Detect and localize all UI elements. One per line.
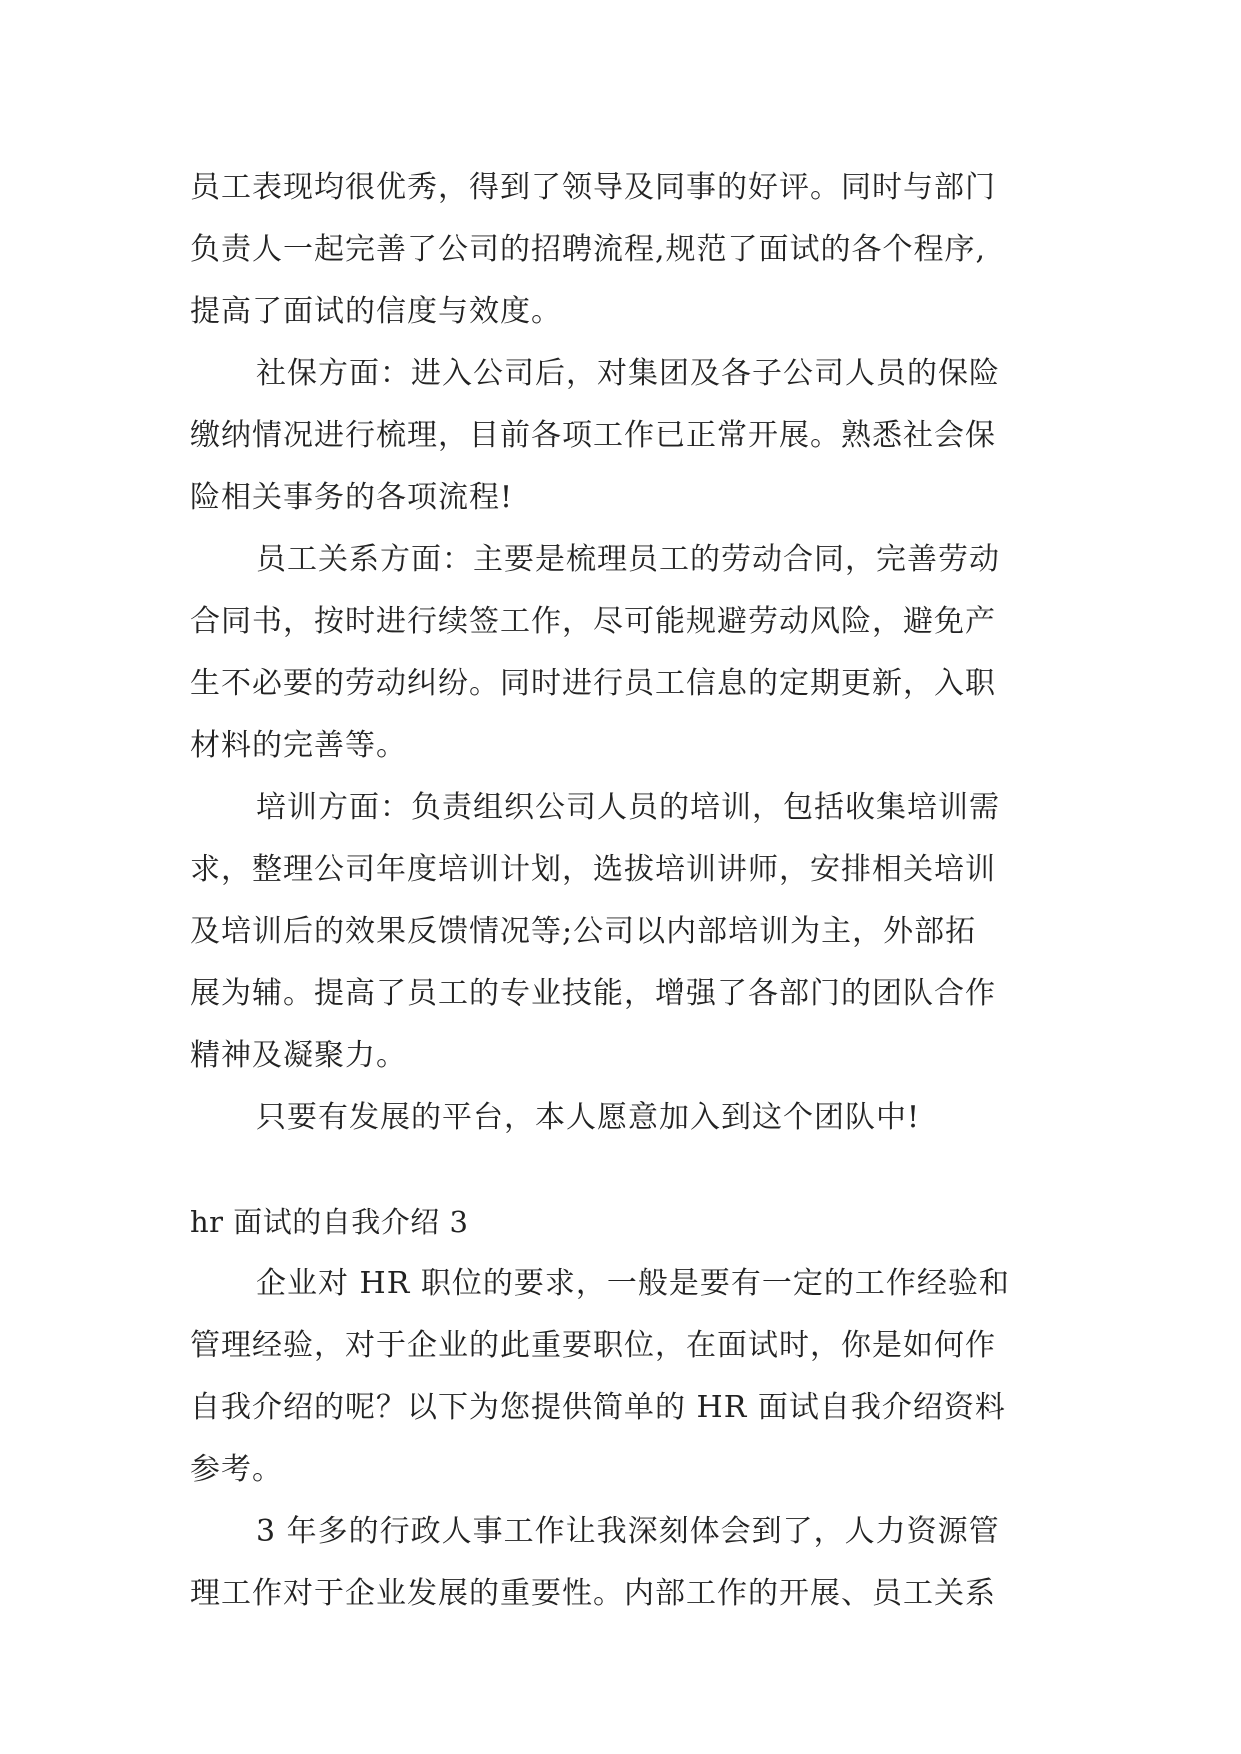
body-text-line: 理工作对于企业发展的重要性。内部工作的开展、员工关系 <box>190 1576 996 1611</box>
body-text-line: 管理经验，对于企业的此重要职位，在面试时，你是如何作 <box>190 1328 996 1363</box>
paragraph-employee-relations: 员工关系方面：主要是梳理员工的劳动合同，完善劳动 <box>256 542 1000 577</box>
paragraph-closing: 只要有发展的平台，本人愿意加入到这个团队中! <box>256 1100 921 1135</box>
body-text-line: 求，整理公司年度培训计划，选拔培训讲师，安排相关培训 <box>190 852 996 887</box>
paragraph-experience: 3 年多的行政人事工作让我深刻体会到了，人力资源管 <box>256 1514 1000 1549</box>
body-text-line: 及培训后的效果反馈情况等;公司以内部培训为主，外部拓 <box>190 914 977 949</box>
body-text-line: 材料的完善等。 <box>190 728 407 763</box>
section-heading: hr 面试的自我介绍 3 <box>190 1205 469 1239</box>
body-text-line: 负责人一起完善了公司的招聘流程,规范了面试的各个程序, <box>190 232 987 267</box>
body-text-line: 参考。 <box>190 1452 283 1487</box>
paragraph-intro: 企业对 HR 职位的要求，一般是要有一定的工作经验和 <box>256 1266 1010 1301</box>
body-text-line: 自我介绍的呢？以下为您提供简单的 HR 面试自我介绍资料 <box>190 1390 1006 1425</box>
body-text-line: 员工表现均很优秀，得到了领导及同事的好评。同时与部门 <box>190 170 996 205</box>
paragraph-training: 培训方面：负责组织公司人员的培训，包括收集培训需 <box>256 790 1000 825</box>
body-text-line: 险相关事务的各项流程! <box>190 480 514 515</box>
paragraph-social-security: 社保方面：进入公司后，对集团及各子公司人员的保险 <box>256 356 1000 391</box>
body-text-line: 展为辅。提高了员工的专业技能，增强了各部门的团队合作 <box>190 976 996 1011</box>
body-text-line: 合同书，按时进行续签工作，尽可能规避劳动风险，避免产 <box>190 604 996 639</box>
body-text-line: 生不必要的劳动纠纷。同时进行员工信息的定期更新，入职 <box>190 666 996 701</box>
body-text-line: 缴纳情况进行梳理，目前各项工作已正常开展。熟悉社会保 <box>190 418 996 453</box>
body-text-line: 精神及凝聚力。 <box>190 1038 407 1073</box>
body-text-line: 提高了面试的信度与效度。 <box>190 294 562 329</box>
